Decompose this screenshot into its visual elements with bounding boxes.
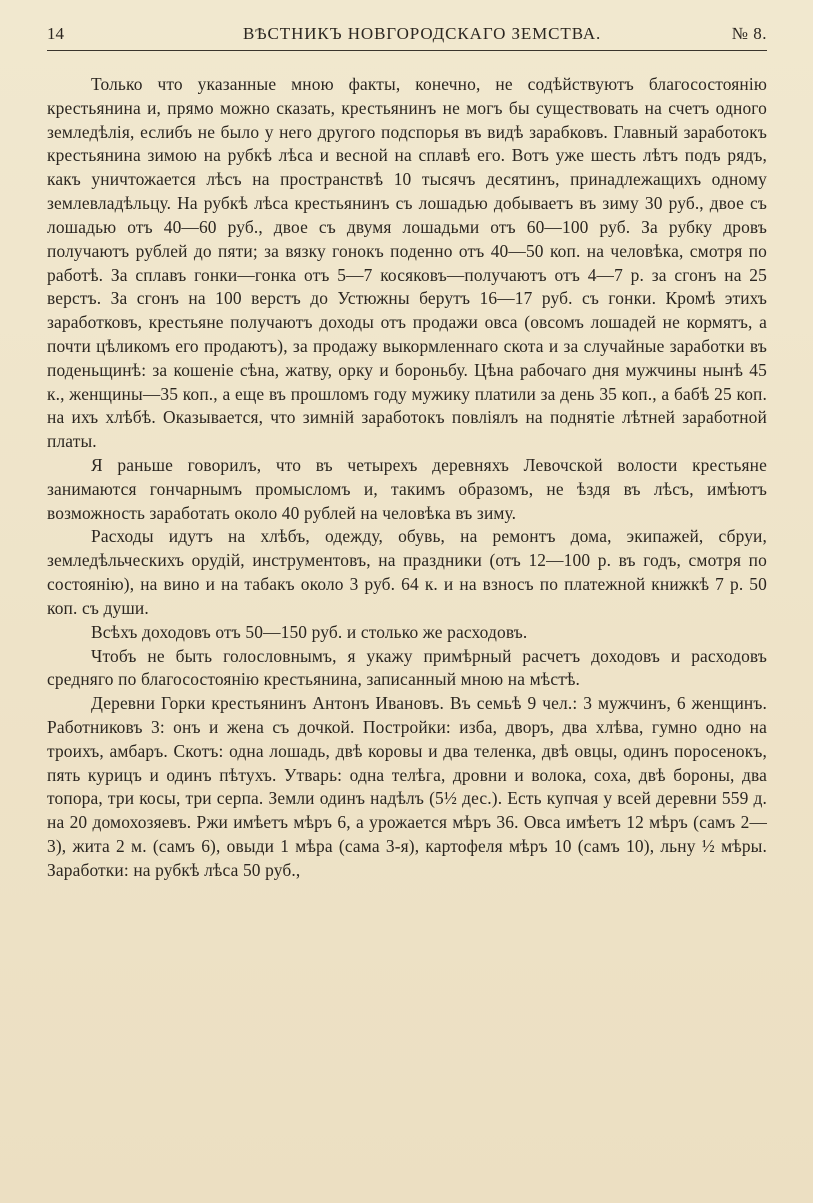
body-text [47, 73, 767, 883]
header-rule [47, 50, 767, 51]
running-header [47, 22, 767, 46]
paragraph-expenses: Расходы идутъ на хлѣбъ, одежду, обувь, на ремонтъ дома, экипажей, сбруи, земледѣльческихъ орудій, инструментовъ, на праздники (отъ 12—100 р. въ годъ, смотря по состоянію), на вино и на табакъ около 3 руб. 64 к. и на взносъ по платежной книжкѣ 7 р. 50 коп. съ души. [47, 526, 767, 618]
paragraph-pottery: Я раньше говорилъ, что въ четырехъ деревняхъ Левочской волости крестьяне занимаются гончарнымъ промысломъ и, такимъ образомъ, не ѣздя въ лѣсъ, имѣютъ возможность заработать около 40 рублей на человѣка въ зиму. [47, 455, 767, 523]
paragraph-earnings: Только что указанные мною факты, конечно, не содѣйствуютъ благосостоянію крестьянина и, прямо можно сказать, крестьянинъ не могъ бы существовать на счетъ одного земледѣлія, еслибъ не было у него другого подспорья въ видѣ зарабковъ. Главный заработокъ крестьянина зимою на рубкѣ лѣса и весной на сплавѣ его. Вотъ уже шесть лѣтъ подъ рядъ, какъ уничтожается лѣсъ на пространствѣ 10 тысячъ десятинъ, принадлежащихъ одному землевладѣльцу. На рубкѣ лѣса крестьянинъ съ лошадью добываетъ въ зиму 30 руб., двое съ лошадью отъ 40—60 руб., двое съ двумя лошадьми отъ 60—100 руб. За рубку дровъ получаютъ рублей до пяти; за вязку гонокъ поденно отъ 40—50 коп. на человѣка, смотря по работѣ. За сплавъ гонки—гонка отъ 5—7 косяковъ—получаютъ отъ 4—7 р. за сгонъ на 25 верстъ. За сгонъ на 100 верстъ до Устюжны берутъ 16—17 руб. съ гонки. Кромѣ этихъ заработковъ, крестьяне получаютъ доходы отъ продажи овса (овсомъ лошадей не кормятъ, а почти цѣликомъ его продаютъ), за продажу выкормленнаго скота и за случайные заработки въ поденьщинѣ: за кошеніе сѣна, жатву, орку и бороньбу. Цѣна рабочаго дня мужчины нынѣ 45 к., женщины—35 коп., а еще въ прошломъ году мужику платили за день 35 коп., а бабѣ 25 коп. на ихъ хлѣбѣ. Оказывается, что зимній заработокъ повліялъ на поднятіе лѣтней заработной платы. [47, 74, 767, 452]
paragraph-example-intro: Чтобъ не быть голословнымъ, я укажу примѣрный расчетъ доходовъ и расходовъ средняго по благосостоянію крестьянина, записанный мною на мѣстѣ. [47, 645, 767, 690]
paragraph-totals: Всѣхъ доходовъ отъ 50—150 руб. и столько же расходовъ. [91, 621, 528, 642]
issue-number: № 8. [731, 24, 767, 43]
page-number: 14 [47, 24, 64, 43]
paragraph-household-example: Деревни Горки крестьянинъ Антонъ Ивановъ. Въ семьѣ 9 чел.: 3 мужчинъ, 6 женщинъ. Работниковъ 3: онъ и жена съ дочкой. Постройки: изба, дворъ, два хлѣва, гумно одно на троихъ, амбаръ. Скотъ: одна лошадь, двѣ коровы и два теленка, двѣ овцы, одинъ поросенокъ, пять курицъ и одинъ пѣтухъ. Утварь: одна телѣга, дровни и волока, соха, двѣ бороны, два топора, три косы, три серпа. Земли одинъ надѣлъ (5½ дес.). Есть купчая у всей деревни 559 д. на 20 домохозяевъ. Ржи имѣетъ мѣръ 6, а урожается мѣръ 36. Овса имѣетъ 12 мѣръ (самъ 2—3), жита 2 м. (самъ 6), овыди 1 мѣра (сама 3-я), картофеля мѣръ 10 (самъ 10), льну ½ мѣры. Заработки: на рубкѣ лѣса 50 руб., [47, 693, 767, 880]
journal-title: ВѢСТНИКЪ НОВГОРОДСКАГО ЗЕМСТВА. [243, 24, 602, 43]
